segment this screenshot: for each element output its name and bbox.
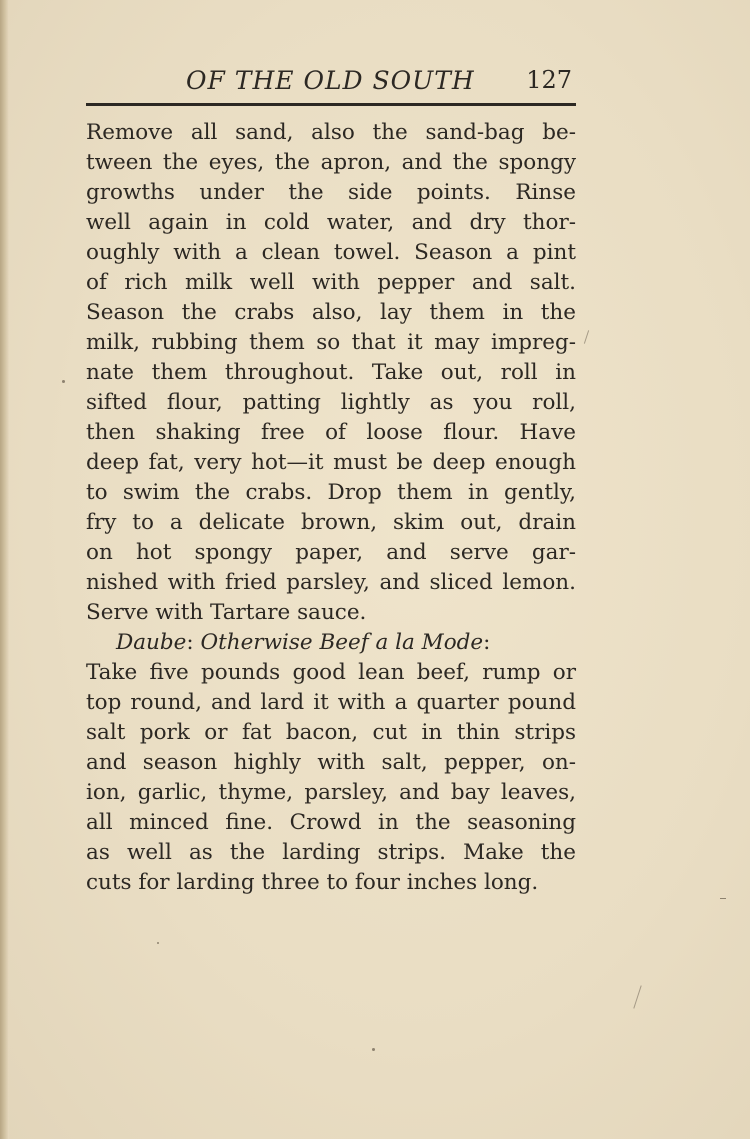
text-line: ion, garlic, thyme, parsley, and bay leaves,	[86, 780, 576, 805]
paper-scratch	[584, 330, 589, 344]
text-line: growths under the side points. Rinse	[86, 180, 576, 205]
page-number: 127	[526, 66, 572, 94]
running-header	[86, 66, 576, 102]
text-line: nate them throughout. Take out, roll in	[86, 360, 576, 385]
text-line: to swim the crabs. Drop them in gently,	[86, 480, 576, 505]
text-line: sifted flour, patting lightly as you roll,	[86, 390, 576, 415]
text-line: deep fat, very hot—it must be deep enough	[86, 450, 576, 475]
text-line: well again in cold water, and dry thor-	[86, 210, 576, 235]
daube-heading-name: Daube	[116, 630, 187, 655]
page-binding-edge	[0, 0, 9, 1139]
text-line: tween the eyes, the apron, and the spongy	[86, 150, 576, 175]
text-line: fry to a delicate brown, skim out, drain	[86, 510, 576, 535]
running-head-title: OF THE OLD SOUTH	[186, 66, 475, 95]
text-line: cuts for larding three to four inches long.	[86, 870, 539, 895]
body-text	[86, 118, 576, 898]
paper-speck	[62, 380, 65, 383]
paper-speck	[157, 942, 159, 944]
paper-scratch	[633, 985, 641, 1008]
header-rule	[86, 103, 576, 106]
text-line: and season highly with salt, pepper, on-	[86, 750, 576, 775]
text-line: Serve with Tartare sauce.	[86, 600, 367, 625]
text-line: all minced fine. Crowd in the seasoning	[86, 810, 576, 835]
text-line: on hot spongy paper, and serve gar-	[86, 540, 576, 565]
text-line: then shaking free of loose flour. Have	[86, 420, 576, 445]
text-line: Season the crabs also, lay them in the	[86, 300, 576, 325]
daube-heading-subtitle: Otherwise Beef a la Mode	[200, 630, 484, 655]
daube-heading-end: :	[483, 630, 491, 655]
paper-speck	[372, 1048, 375, 1051]
text-line: top round, and lard it with a quarter pound	[86, 690, 576, 715]
daube-heading-separator: :	[186, 630, 201, 655]
text-line: Take five pounds good lean beef, rump or	[86, 660, 576, 685]
text-line: oughly with a clean towel. Season a pint	[86, 240, 576, 265]
text-line: as well as the larding strips. Make the	[86, 840, 576, 865]
text-line: salt pork or fat bacon, cut in thin strips	[86, 720, 576, 745]
paper-speck	[720, 898, 726, 899]
text-line: nished with fried parsley, and sliced lemon.	[86, 570, 576, 595]
text-line: Remove all sand, also the sand-bag be-	[86, 120, 576, 145]
text-line: of rich milk well with pepper and salt.	[86, 270, 576, 295]
text-line: milk, rubbing them so that it may impreg-	[86, 330, 576, 355]
daube-heading	[86, 628, 576, 658]
